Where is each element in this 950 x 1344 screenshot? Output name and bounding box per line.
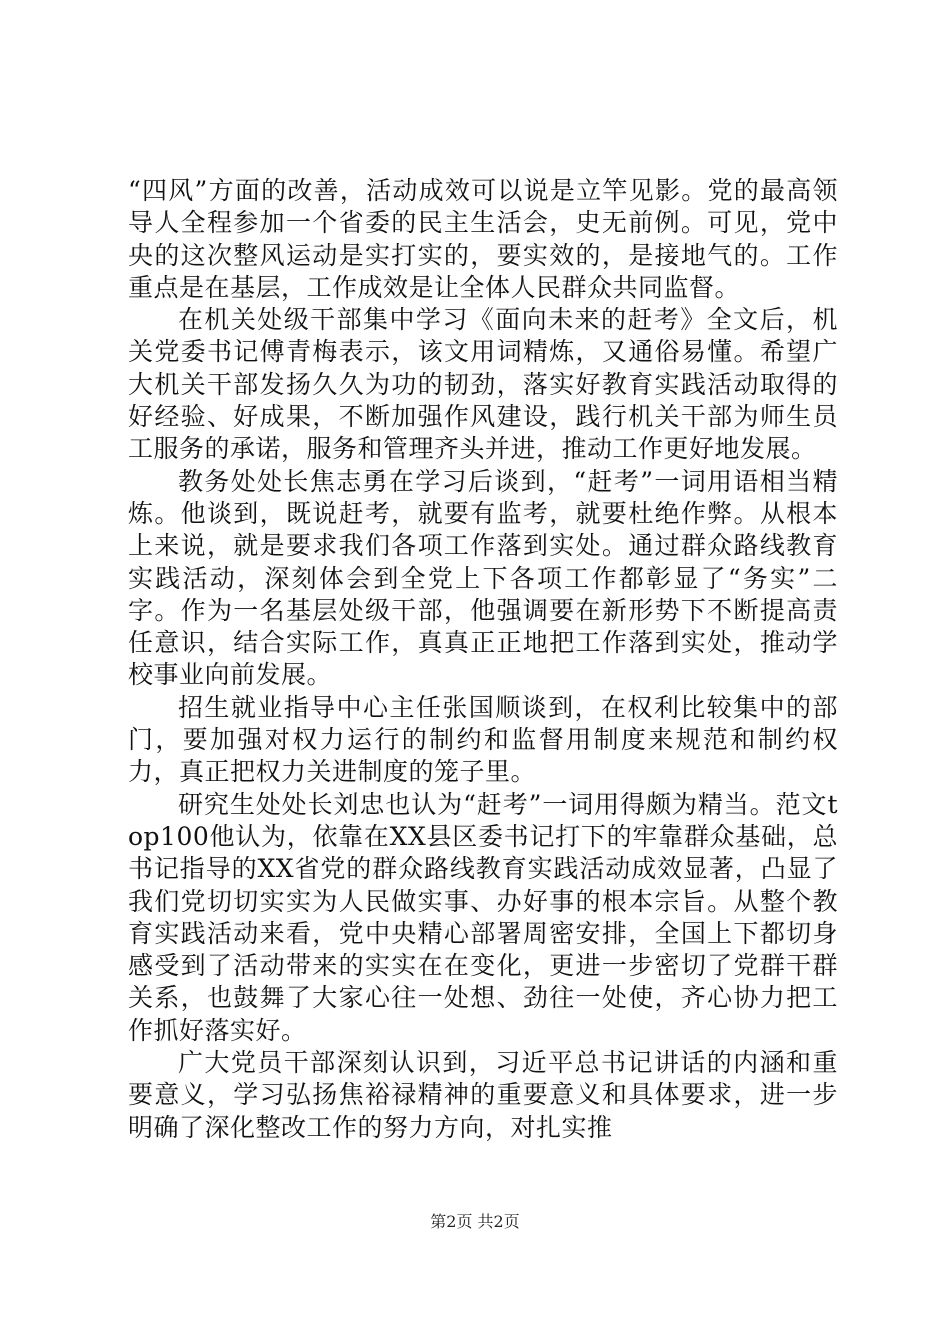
paragraph-1: “四风”方面的改善，活动成效可以说是立竿见影。党的最高领导人全程参加一个省委的民主生活会，史无前例。可见，党中央的这次整风运动是实打实的，要实效的，是接地气的。工作重点是在基层，工作成效是让全体人民群众共同监督。: [128, 176, 838, 302]
page-footer: 第2页 共2页: [430, 1212, 520, 1231]
paragraph-5: 研究生处处长刘忠也认为“赶考”一词用得颇为精当。范文top100他认为，依靠在XX县区委书记打下的牢靠群众基础，总书记指导的XX省党的群众路线教育实践活动成效显著，凸显了我们党切切实实为人民做实事、办好事的根本宗旨。从整个教育实践活动来看，党中央精心部署周密安排，全国上下都切身感受到了活动带来的实实在在变化，更进一步密切了党群干群关系，也鼓舞了大家心往一处想、劲往一处使，齐心协力把工作抓好落实好。: [128, 789, 838, 1045]
paragraph-3: 教务处处长焦志勇在学习后谈到，“赶考”一词用语相当精炼。他谈到，既说赶考，就要有监考，就要杜绝作弊。从根本上来说，就是要求我们各项工作落到实处。通过群众路线教育实践活动，深刻体会到全党上下各项工作都彰显了“务实”二字。作为一名基层处级干部，他强调要在新形势下不断提高责任意识，结合实际工作，真真正正地把工作落到实处，推动学校事业向前发展。: [128, 466, 838, 690]
paragraph-6: 广大党员干部深刻认识到，习近平总书记讲话的内涵和重要意义，学习弘扬焦裕禄精神的重要意义和具体要求，进一步明确了深化整改工作的努力方向，对扎实推: [128, 1048, 838, 1142]
document-body: [128, 175, 838, 1144]
paragraph-2: 在机关处级干部集中学习《面向未来的赶考》全文后，机关党委书记傅青梅表示，该文用词精炼，又通俗易懂。希望广大机关干部发扬久久为功的韧劲，落实好教育实践活动取得的好经验、好成果，不断加强作风建设，践行机关干部为师生员工服务的承诺，服务和管理齐头并进，推动工作更好地发展。: [128, 305, 838, 464]
paragraph-4: 招生就业指导中心主任张国顺谈到，在权利比较集中的部门，要加强对权力运行的制约和监督用制度来规范和制约权力，真正把权力关进制度的笼子里。: [128, 692, 838, 787]
